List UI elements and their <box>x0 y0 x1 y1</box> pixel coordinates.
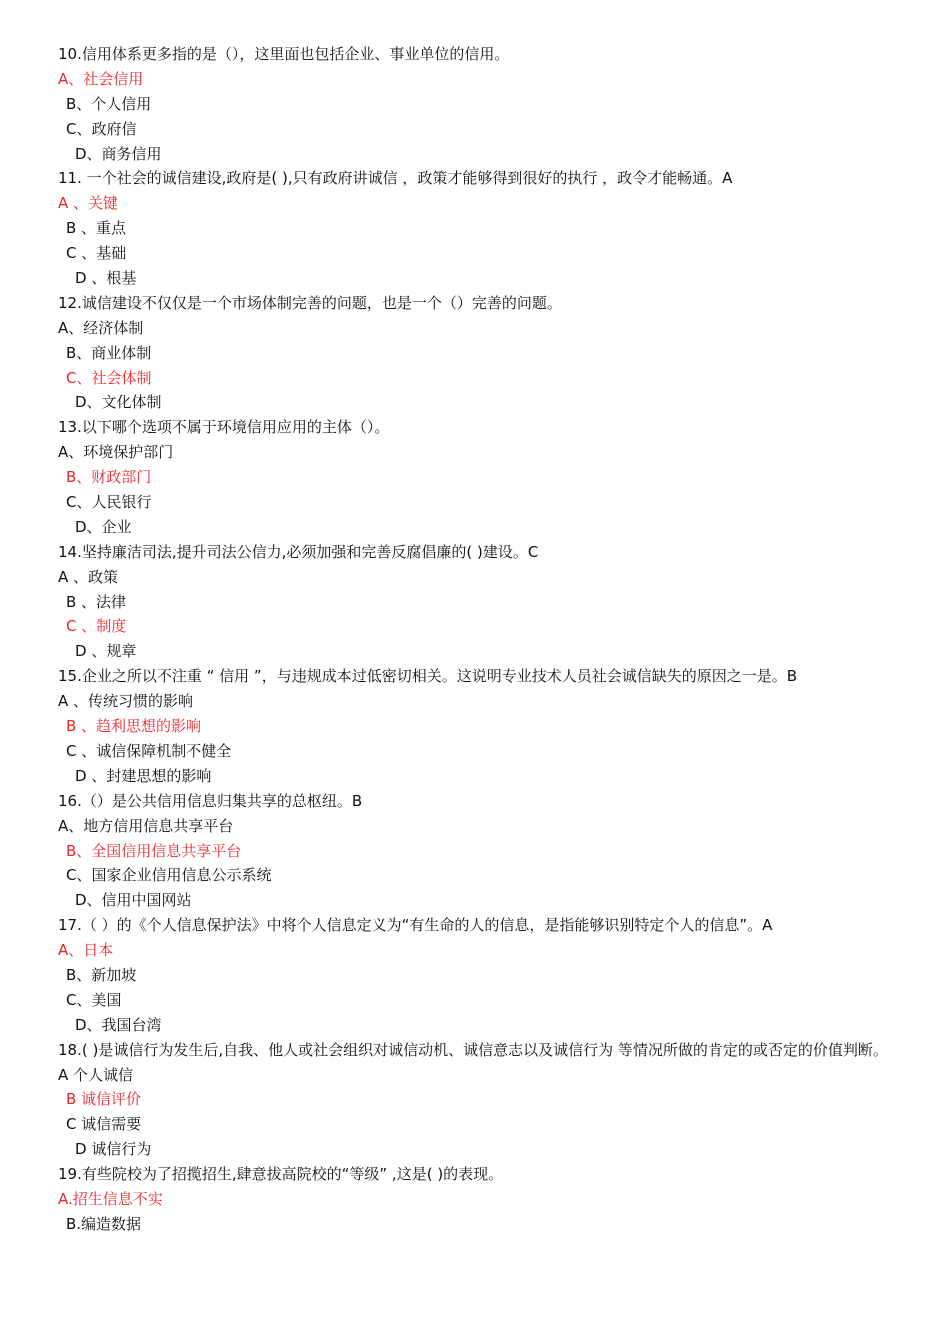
option-line: D 诚信行为 <box>75 1140 152 1159</box>
option-line: D 、封建思想的影响 <box>75 766 212 785</box>
option-line: D 、规章 <box>75 642 137 661</box>
question-line: 15.企业之所以不注重 “ 信用 ”，与违规成本过低密切相关。这说明专业技术人员社会诚信缺失的原因之一是。B <box>58 667 797 686</box>
option-line: A、社会信用 <box>58 69 144 88</box>
option-line: B.编造数据 <box>66 1214 142 1233</box>
option-line: A 、传统习惯的影响 <box>58 692 194 711</box>
question-line: 13.以下哪个选项不属于环境信用应用的主体（）。 <box>58 418 390 437</box>
question-line: 12.诚信建设不仅仅是一个市场体制完善的问题，也是一个（）完善的问题。 <box>58 293 562 312</box>
option-line: A 个人诚信 <box>58 1065 134 1084</box>
question-line: 19.有些院校为了招揽招生,肆意拔高院校的“等级” ,这是( )的表现。 <box>58 1165 504 1184</box>
document-page <box>58 42 898 1237</box>
option-line: C、人民银行 <box>66 493 152 512</box>
option-line: C、美国 <box>66 990 122 1009</box>
question-line: 14.坚持廉洁司法,提升司法公信力,必须加强和完善反腐倡廉的( )建设。C <box>58 542 539 561</box>
option-line: D、文化体制 <box>75 393 162 412</box>
option-line: C 、基础 <box>66 244 127 263</box>
option-line: D、我国台湾 <box>75 1015 162 1034</box>
option-line: A、环境保护部门 <box>58 443 174 462</box>
option-line: C、政府信 <box>66 119 137 138</box>
question-line: 18.( )是诚信行为发生后,自我、他人或社会组织对诚信动机、诚信意志以及诚信行为 等情况所做的肯定的或否定的价值判断。 <box>58 1040 888 1059</box>
question-line: 16.（）是公共信用信息归集共享的总枢纽。B <box>58 791 363 810</box>
option-line: C、社会体制 <box>66 368 152 387</box>
question-line: 11. 一个社会的诚信建设,政府是( ),只有政府讲诚信 ，政策才能够得到很好的执行 ，政令才能畅通。A <box>58 169 733 188</box>
option-line: C、国家企业信用信息公示系统 <box>66 866 272 885</box>
option-line: B 诚信评价 <box>66 1090 142 1109</box>
option-line: B、全国信用信息共享平台 <box>66 841 242 860</box>
question-line: 10.信用体系更多指的是（），这里面也包括企业、事业单位的信用。 <box>58 45 510 63</box>
option-line: D、企业 <box>75 517 132 536</box>
option-line: B 、趋利思想的影响 <box>66 717 202 736</box>
option-line: B、个人信用 <box>66 94 152 113</box>
option-line: A 、政策 <box>58 567 119 586</box>
option-line: D、商务信用 <box>75 144 162 163</box>
option-line: D、信用中国网站 <box>75 891 192 910</box>
option-line: B 、重点 <box>66 219 127 238</box>
option-line: B、商业体制 <box>66 343 152 362</box>
option-line: B、新加坡 <box>66 965 137 984</box>
option-line: B 、法律 <box>66 592 127 611</box>
option-line: A、地方信用信息共享平台 <box>58 816 234 835</box>
option-line: D 、根基 <box>75 269 137 288</box>
option-line: A、日本 <box>58 941 114 960</box>
option-line: A.招生信息不实 <box>58 1189 163 1208</box>
option-line: C 诚信需要 <box>66 1115 142 1134</box>
option-line: A 、关键 <box>58 194 119 213</box>
option-line: A、经济体制 <box>58 318 144 337</box>
option-line: C 、制度 <box>66 617 127 636</box>
option-line: B、财政部门 <box>66 468 152 487</box>
option-line: C 、诚信保障机制不健全 <box>66 741 232 760</box>
question-line: 17.（ ）的《个人信息保护法》中将个人信息定义为“有生命的人的信息，是指能够识别特定个人的信息”。A <box>58 916 773 935</box>
